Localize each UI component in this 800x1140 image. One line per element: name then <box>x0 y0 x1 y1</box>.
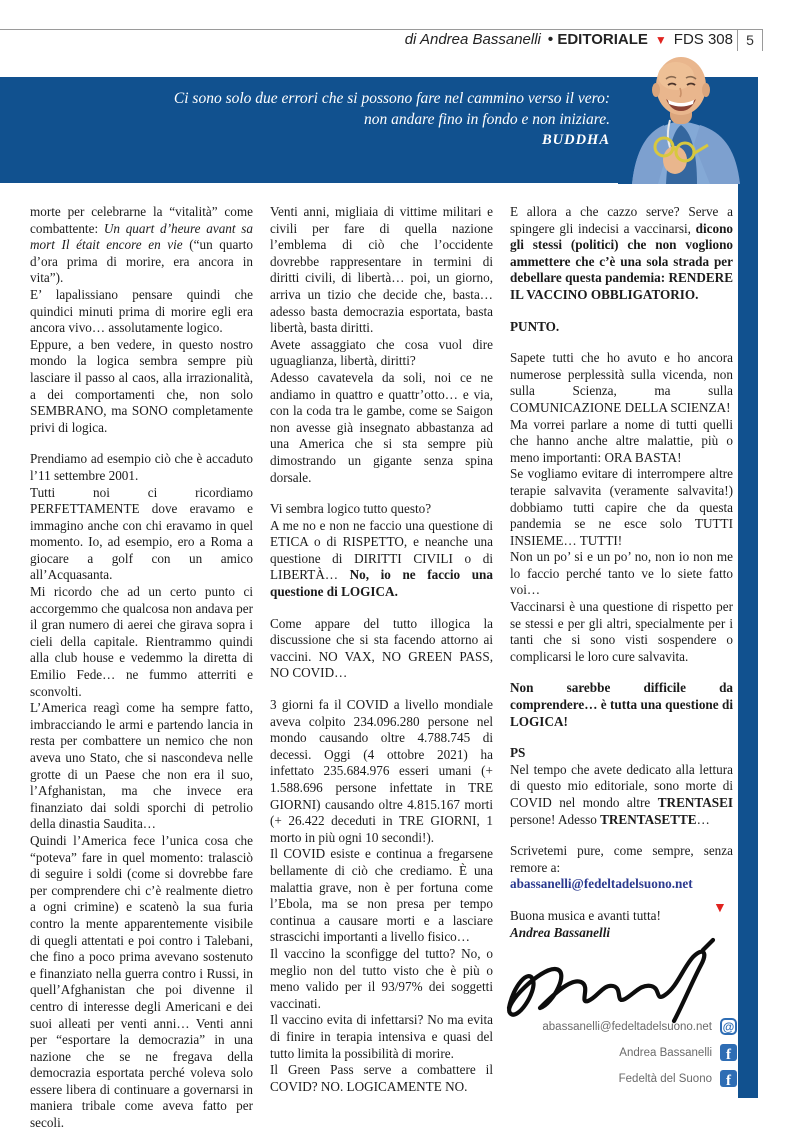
text-run: E’ lapalissiano pensare quindi che quindici minuti prima di morire egli era ancora vivo… assolutamente logico. <box>30 286 253 336</box>
text-run: Buona musica e avanti tutta! <box>510 907 661 923</box>
paragraph <box>30 485 253 585</box>
column-2 <box>270 204 493 1132</box>
paragraph <box>270 946 493 1012</box>
paragraph <box>270 697 493 846</box>
paragraph <box>30 451 253 484</box>
text-run: Come appare del tutto illogica la discussione che si sta facendo attorno ai vaccini. NO VAX, NO GREEN PASS, NO COVID… <box>270 615 493 681</box>
text-run: A me no e non ne faccio una questione di ETICA o di RISPETTO, e neanche una questione di DIRITTI CIVILI o di LIBERTÀ… <box>270 517 493 583</box>
text-run: E allora a che cazzo serve? Serve a spingere gli indecisi a vaccinarsi, <box>510 204 733 236</box>
issue-number: FDS 308 <box>673 31 733 48</box>
text-run: Tutti noi ci ricordiamo PERFETTAMENTE dove eravamo e immagino anche con chi eravamo in quel momento. Io, ad esempio, ero a Roma a giocare a golf con un amico all’Acquasanta. <box>30 484 253 583</box>
text-run: L’America reagì come ha sempre fatto, imbracciando le armi e partendo lancia in resta per combattere un nemico che non aveva uno Stato, che si nascondeva nelle grotte di un Paese che non era il suo, l’Afghanistan, ma che invece era finanziato dai soldi sporchi di petrolio della dinastia Saudita… <box>30 700 253 832</box>
page-header <box>0 31 733 48</box>
text-run: Adesso cavatevela da soli, noi ce ne andiamo in quattro e quattr’otto… e via, con la coda tra le gambe, come se Saigon non avesse già insegnato abbastanza ad una America che si sta sempre più dimostrando un gigante senza spina dorsale. <box>270 369 493 485</box>
author-photo <box>618 48 758 184</box>
page-number: 5 <box>737 29 763 51</box>
paragraph <box>30 204 253 287</box>
text-run: Non un po’ si e un po’ no, non io non me lo faccio perché tanto ve lo siete fatto voi… <box>510 549 733 598</box>
text-run: TRENTASETTE <box>600 811 697 827</box>
paragraph <box>510 762 733 828</box>
right-edge-bar <box>738 77 758 1098</box>
text-run: Il Green Pass serve a combattere il COVID? NO. LOGICAMENTE NO. <box>270 1062 493 1094</box>
paragraph <box>30 584 253 700</box>
text-run: Vi sembra logico tutto questo? <box>270 501 432 517</box>
text-run: dicono gli stessi (politici) che non vogliono ammettere che c’è una sola strada per debellare questa pandemia: RENDERE IL VACCINO OBBLIGATORIO. <box>510 220 733 302</box>
paragraph <box>270 204 493 337</box>
text-run: Avete assaggiato che cosa vuol dire uguaglianza, libertà, diritti? <box>270 336 493 369</box>
section-title: • EDITORIALE <box>547 31 648 48</box>
paragraph <box>510 876 733 893</box>
paragraph <box>270 616 493 682</box>
text-run: Il COVID esiste e continua a fregarsene bellamente di ciò che crediamo. È una malattia grave, non è per fortuna come l’Ebola, ma se non presa per tempo continua a causare morti e a lasciare strascichi importanti a livello fisico… <box>270 846 493 945</box>
paragraph <box>510 843 733 876</box>
fds-triangle-icon: ▼ <box>654 33 667 47</box>
text-run: Ma vorrei parlare a nome di tutti quelli che hanno anche altre malattie, più o meno importanti: ORA BASTA! <box>510 416 733 465</box>
text-run: … <box>696 811 710 827</box>
text-run: TRENTASEI <box>657 795 733 810</box>
portrait-illustration <box>618 48 758 184</box>
text-run: Andrea Bassanelli <box>510 924 611 940</box>
paragraph <box>270 846 493 946</box>
facebook-page-label: Fedeltà del Suono <box>618 1072 712 1085</box>
paragraph <box>510 599 733 665</box>
paragraph <box>510 745 733 762</box>
paragraph <box>270 370 493 486</box>
text-run: Il vaccino evita di infettarsi? No ma evita di finire in terapia intensiva e quasi del tutto limita la possibilità di morire. <box>270 1012 493 1061</box>
paragraph <box>510 466 733 549</box>
paragraph <box>510 417 733 467</box>
facebook-icon: f <box>720 1070 737 1087</box>
contact-block <box>0 1018 737 1087</box>
paragraph <box>510 350 733 416</box>
text-run: persone! Adesso <box>510 811 601 827</box>
quote-attribution: BUDDHA <box>541 132 610 148</box>
text-run: Il vaccino la sconfigge del tutto? No, o meglio non del tutto visto che è più o meno valido per il 93/97% dei soggetti vaccinati. <box>270 945 493 1011</box>
text-run: Venti anni, migliaia di vittime militari e civili per fare di quella nazione l’emblema di ciò che l’occidente dovrebbe rappresentare in termini di diritti civili, di libertà… poi, un giorno, arriva un tizio che decide che, basta… adesso basta democrazia esportata, basta libertà, basta diritti. <box>270 204 493 336</box>
text-run: Un quart d’heure avant sa mort Il était encore en vie <box>30 220 253 253</box>
facebook-profile-label: Andrea Bassanelli <box>619 1046 712 1059</box>
header-rule <box>0 29 762 30</box>
paragraph <box>510 204 733 304</box>
paragraph <box>270 337 493 370</box>
paragraph <box>510 908 733 925</box>
quote-line-2: non andare fino in fondo e non iniziare. <box>364 111 610 128</box>
email-contact-row[interactable] <box>542 1018 737 1035</box>
facebook-profile-row[interactable] <box>619 1044 737 1061</box>
paragraph <box>510 549 733 599</box>
text-run: Mi ricordo che ad un certo punto ci accorgemmo che qualcosa non andava per il gran numero di aerei che girava sopra i cieli della capitale. Rientrammo quindi alla club house e vedemmo la diretta di Emilio Fede… ne fummo atterriti e sconvolti. <box>30 584 253 699</box>
text-run: PS <box>510 745 526 761</box>
email-link[interactable]: abassanelli@fedeltadelsuono.net <box>510 876 693 892</box>
text-run: morte per celebrarne la “vitalità” come combattente: <box>30 204 253 236</box>
text-run: (“un quarto d’ora prima di morire, era ancora in vita”). <box>30 237 253 286</box>
text-run: Non sarebbe difficile da comprendere… è tutta una questione di LOGICA! <box>510 680 733 729</box>
text-run: No, io ne faccio una questione di LOGICA. <box>270 567 493 600</box>
text-run: PUNTO. <box>510 318 560 334</box>
column-1 <box>30 204 253 1132</box>
paragraph <box>30 337 253 437</box>
paragraph <box>510 319 733 336</box>
text-run: Prendiamo ad esempio ciò che è accaduto l’11 settembre 2001. <box>30 451 253 483</box>
paragraph <box>30 700 253 833</box>
text-run: 3 giorni fa il COVID a livello mondiale aveva colpito 234.096.280 persone nel mondo causando oltre 4.788.745 di decessi. Oggi (4 ottobre 2021) ha infettato 235.684.976 esseri umani (+ 1.588.696 persone infettate in TRE GIORNI) causando oltre 4.815.167 morti (+ 26.422 deceduti in TRE GIORNI, 1 morto in più ogni 10 secondi!). <box>270 697 493 845</box>
contact-email-label: abassanelli@fedeltadelsuono.net <box>542 1020 712 1033</box>
text-run: Scrivetemi pure, come sempre, senza remore a: <box>510 843 733 875</box>
quote-line-1: Ci sono solo due errori che si possono fare nel cammino verso il vero: <box>173 90 610 107</box>
text-run: Se vogliamo evitare di interrompere altre terapie salvavita (veramente salvavita!) dobbiamo tutti capire che da questa pandemia se ne esce solo TUTTI INSIEME… TUTTI! <box>510 466 733 548</box>
quote-block <box>0 88 610 151</box>
paragraph <box>30 287 253 337</box>
text-run: Nel tempo che avete dedicato alla lettura di questo mio editoriale, sono morte di COVID nel mondo altre <box>510 761 733 810</box>
facebook-page-row[interactable] <box>619 1070 737 1087</box>
text-run: Sapete tutti che ho avuto e ho ancora numerose perplessità sulla vicenda, non sulla Scienza, ma sulla COMUNICAZIONE DELLA SCIENZA! <box>510 350 733 415</box>
text-run: Vaccinarsi è una questione di rispetto per se stessi e per gli altri, specialmente per i tanti che si sono visti sospendere o complicarsi le loro cure salvavita. <box>510 599 733 664</box>
signature-image <box>495 928 735 1024</box>
at-icon: @ <box>720 1018 737 1035</box>
byline: di Andrea Bassanelli <box>404 31 541 48</box>
paragraph <box>270 518 493 601</box>
paragraph <box>510 680 733 730</box>
text-run: Eppure, a ben vedere, in questo nostro mondo la logica sembra sempre più lasciare il passo al caos, alla irrazionalità, a dei comportamenti che, non solo SEMBRANO, ma SONO completamente privi di logica. <box>30 336 253 435</box>
facebook-icon: f <box>720 1044 737 1061</box>
text-run: Quindi l’America fece l’unica cosa che “poteva” fare in quel momento: tralasciò di seguire i soldi (come si dovrebbe fare per comprendere chi c’è realmente dietro a ogni crimine) e scatenò la sua furia contro la mente apparentemente visibile di quegli attentati e poi contro i Talebani, che fino a poco prima avevano sostenuto e finanziato nella guerra contro i Russi, in quell’Afghanistan che poi divenne il centro di interesse degli Americani e dei suoi alleati per venti anni… Venti anni per “esportare la democrazia” in una nazione che se ne fregava della democrazia esportata perché voleva solo essere libera di continuare a governarsi in maniera tribale come aveva fatto per secoli. <box>30 832 253 1131</box>
fds-triangle-logo: ▼ <box>713 901 727 916</box>
paragraph <box>270 501 493 518</box>
